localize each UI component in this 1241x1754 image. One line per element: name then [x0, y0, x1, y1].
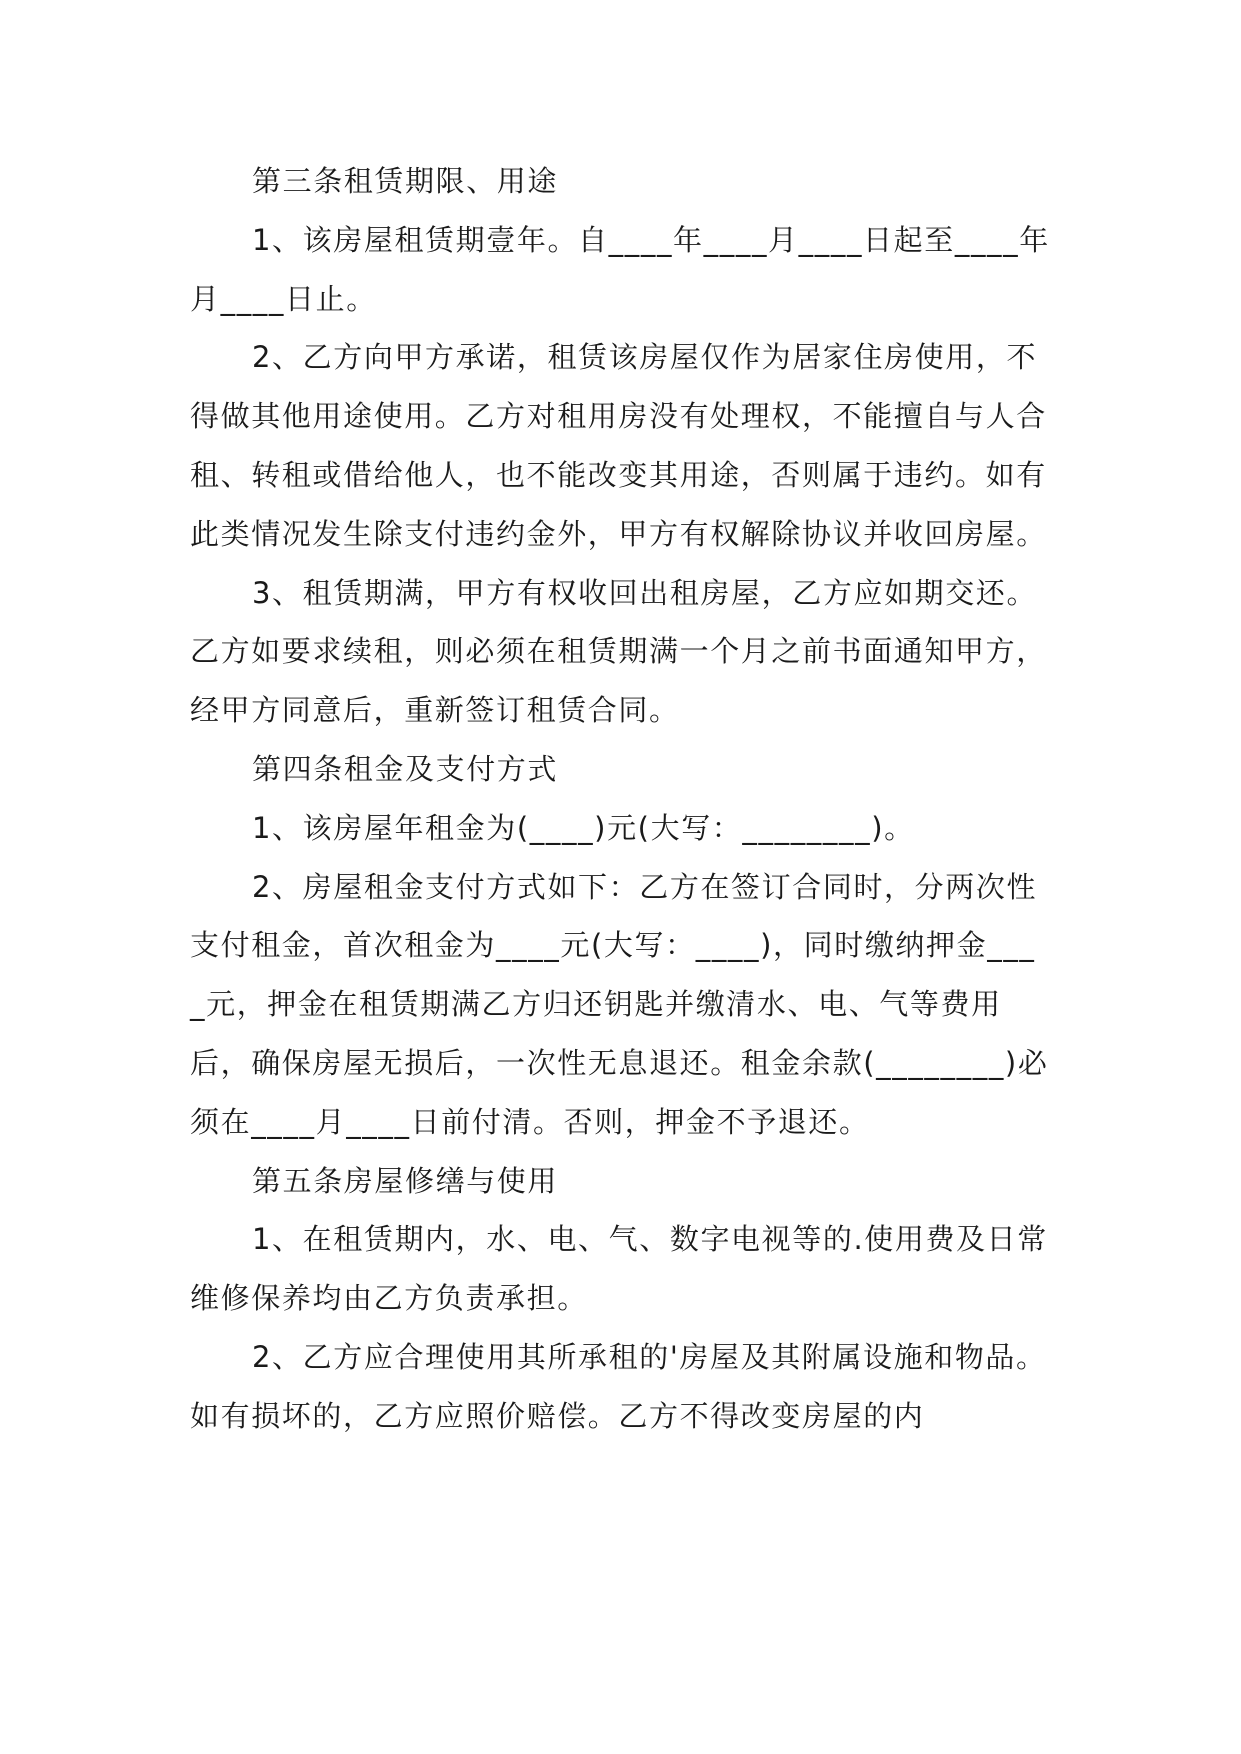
document-body — [190, 152, 1050, 1446]
article-3-clause-3: 3、租赁期满，甲方有权收回出租房屋，乙方应如期交还。乙方如要求续租，则必须在租赁期满一个月之前书面通知甲方，经甲方同意后，重新签订租赁合同。 — [190, 575, 1047, 728]
article-3-clause-1: 1、该房屋租赁期壹年。自____年____月____日起至____年月____日止。 — [190, 222, 1050, 316]
article-3-clause-2: 2、乙方向甲方承诺，租赁该房屋仅作为居家住房使用，不得做其他用途使用。乙方对租用房没有处理权，不能擅自与人合租、转租或借给他人，也不能改变其用途，否则属于违约。如有此类情况发生除支付违约金外，甲方有权解除协议并收回房屋。 — [190, 340, 1047, 551]
article-4-clause-1: 1、该房屋年租金为(____)元(大写：________)。 — [252, 810, 915, 845]
article-5-heading: 第五条房屋修缮与使用 — [252, 1163, 559, 1198]
article-3-heading: 第三条租赁期限、用途 — [252, 164, 559, 198]
article-5-clause-2: 2、乙方应合理使用其所承租的'房屋及其附属设施和物品。如有损坏的，乙方应照价赔偿。乙方不得改变房屋的内 — [190, 1339, 1047, 1433]
article-4-clause-2: 2、房屋租金支付方式如下：乙方在签订合同时，分两次性支付租金，首次租金为____元(大写：____)，同时缴纳押金____元，押金在租赁期满乙方归还钥匙并缴清水、电、气等费用后，确保房屋无损后，一次性无息退还。租金余款(________)必须在____月____日前付清。否则，押金不予退还。 — [190, 869, 1049, 1139]
article-5-clause-1: 1、在租赁期内，水、电、气、数字电视等的.使用费及日常维修保养均由乙方负责承担。 — [190, 1222, 1048, 1316]
article-4-heading: 第四条租金及支付方式 — [252, 751, 559, 786]
